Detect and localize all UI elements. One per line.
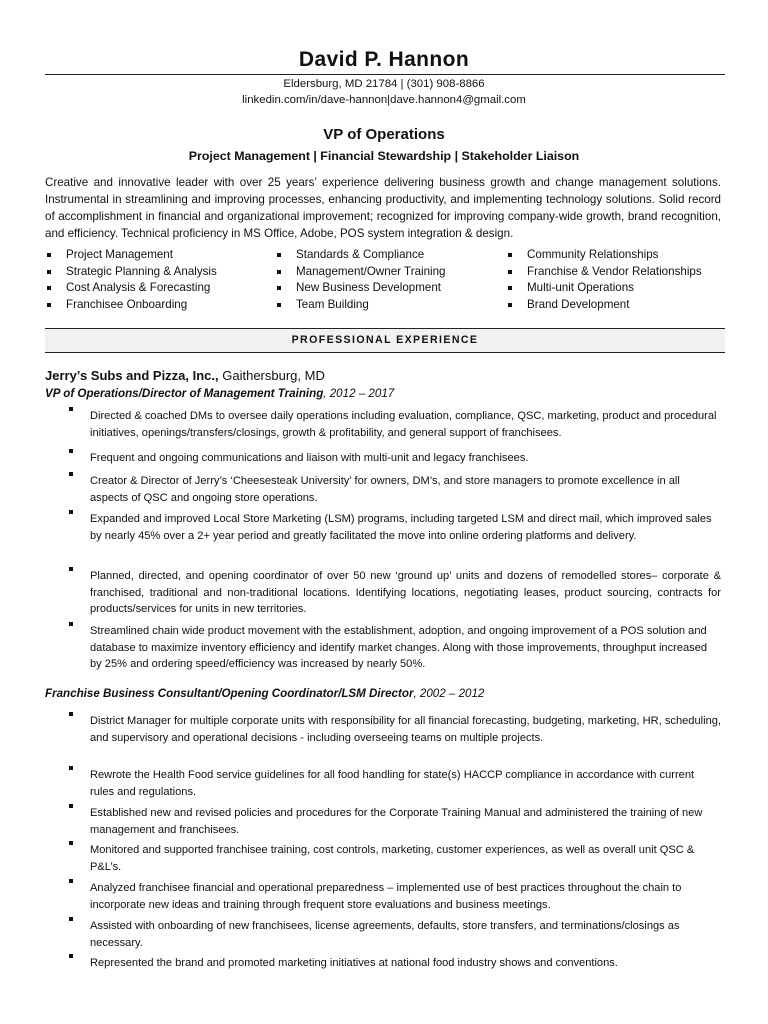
bullet-item <box>90 473 721 506</box>
linkedin-link[interactable]: linkedin.com/in/dave-hannon <box>242 94 388 106</box>
skills-column-2 <box>275 247 446 313</box>
bullet-text: Established new and revised policies and procedures for the Corporate Training Manual and administered the training of new management and franchisees. <box>90 807 703 836</box>
bullet-item <box>90 408 721 441</box>
company-location: Gaithersburg, MD <box>218 368 325 383</box>
bullet-text: Monitored and supported franchisee training, cost controls, marketing, customer experiences, as well as overall unit QSC & P&L’s. <box>90 844 695 873</box>
skill-label: Franchisee Onboarding <box>66 297 188 311</box>
bullet-icon <box>69 407 73 411</box>
bullet-text: District Manager for multiple corporate units with responsibility for all financial forecasting, budgeting, marketing, HR, scheduling, and supervisory and operational decisions - including overseeing teams on multiple projects. <box>90 715 721 744</box>
header-divider <box>45 74 725 75</box>
skill-item <box>275 247 446 264</box>
bullet-icon <box>69 879 73 883</box>
bullet-text: Rewrote the Health Food service guidelines for all food handling for state(s) HACCP compliance in accordance with current rules and regulations. <box>90 769 695 798</box>
skills-column-1 <box>45 247 217 313</box>
position-name: VP of Operations/Director of Management Training <box>45 387 324 400</box>
skill-item <box>45 264 217 281</box>
summary-paragraph: Creative and innovative leader with over 25 years’ experience delivering business growth and change management solutions. Instrumental in streamlining and improving processes, enhancing productivity, and implementing technology solutions. Solid record of accomplishment in financial and organizational improvement; recognized for improving company-wide growth, brand recognition, and efficiency. Technical proficiency in MS Office, Adobe, POS system integration & design. <box>45 176 721 240</box>
bullet-icon <box>69 917 73 921</box>
skill-label: Community Relationships <box>527 248 659 261</box>
bullet-text: Assisted with onboarding of new franchisees, license agreements, defaults, store transfers, and terminations/closings as necessary. <box>90 920 680 949</box>
skill-item <box>45 280 217 297</box>
bullet-icon <box>277 253 281 257</box>
bullet-icon <box>69 472 73 476</box>
bullet-item <box>90 713 721 746</box>
bullet-item <box>90 623 721 673</box>
bullet-icon <box>508 253 512 257</box>
skill-label: New Business Development <box>296 281 441 295</box>
bullet-item <box>90 767 721 800</box>
contact-links <box>0 94 768 106</box>
bullet-icon <box>69 841 73 845</box>
skills-column-3 <box>506 247 702 313</box>
skill-item <box>506 247 702 264</box>
bullet-icon <box>508 286 512 290</box>
bullet-text: Represented the brand and promoted marketing initiatives at national food industry shows and conventions. <box>90 957 618 969</box>
contact-separator: | <box>387 94 391 106</box>
skill-label: Brand Development <box>527 297 630 311</box>
bullet-item <box>90 568 721 618</box>
skill-item <box>275 297 446 314</box>
bullet-icon <box>277 303 281 307</box>
skill-item <box>506 280 702 297</box>
bullet-icon <box>69 567 73 571</box>
bullet-icon <box>47 270 51 274</box>
bullet-item <box>90 805 721 838</box>
bullet-icon <box>69 449 73 453</box>
section-heading-band <box>45 328 725 353</box>
bullet-icon <box>508 303 512 307</box>
bullet-text: Streamlined chain wide product movement with the establishment, adoption, and ongoing improvement of a POS solution and database to maximize inventory efficiency and identify market changes. Along with those improvements, throughput increased by 25% and ordering speed/efficiency was increased by nearly 50%. <box>90 625 708 671</box>
contact-address-phone: Eldersburg, MD 21784 | (301) 908-8866 <box>283 78 485 90</box>
position-dates: , 2002 – 2012 <box>413 687 485 700</box>
headline-subtitle: Project Management | Financial Stewardship | Stakeholder Liaison <box>188 149 580 163</box>
bullet-icon <box>508 270 512 274</box>
skill-item <box>45 247 217 264</box>
bullet-text: Creator & Director of Jerry’s ‘Cheesesteak University’ for owners, DM’s, and store managers to promote excellence in all aspects of QSC and ongoing store operations. <box>90 475 680 504</box>
bullet-item <box>90 450 721 467</box>
skill-label: Team Building <box>296 297 369 311</box>
bullet-text: Frequent and ongoing communications and liaison with multi-unit and legacy franchisees. <box>90 452 529 464</box>
bullet-icon <box>69 712 73 716</box>
skill-label: Management/Owner Training <box>296 264 446 278</box>
skill-item <box>506 264 702 281</box>
company-name: Jerry’s Subs and Pizza, Inc., <box>45 368 219 383</box>
bullet-icon <box>69 622 73 626</box>
resume-name: David P. Hannon <box>298 48 470 71</box>
position-title-1 <box>45 387 394 400</box>
bullet-icon <box>69 766 73 770</box>
skill-item <box>275 264 446 281</box>
bullet-text: Expanded and improved Local Store Marketing (LSM) programs, including targeted LSM and direct mail, which improved sales by nearly 45% over a 2+ year period and greatly facilitated the move into online ordering platforms and delivery. <box>90 513 712 542</box>
bullet-item <box>90 511 721 544</box>
bullet-icon <box>47 303 51 307</box>
bullet-text: Analyzed franchisee financial and operational preparedness – implemented use of best practices throughout the chain to incorporate new ideas and training through frequent store evaluations and business meetings. <box>90 882 682 911</box>
bullet-icon <box>277 270 281 274</box>
bullet-icon <box>69 954 73 958</box>
bullet-item <box>90 842 721 875</box>
position-title-2 <box>45 687 484 700</box>
skill-label: Standards & Compliance <box>296 248 425 261</box>
bullet-item <box>90 880 721 913</box>
skill-label: Multi-unit Operations <box>527 281 634 295</box>
bullet-item <box>90 955 721 972</box>
email-link[interactable]: dave.hannon4@gmail.com <box>390 94 526 106</box>
bullet-icon <box>47 253 51 257</box>
skill-label: Strategic Planning & Analysis <box>66 264 217 278</box>
skill-label: Project Management <box>66 248 173 261</box>
bullet-icon <box>69 804 73 808</box>
headline-role: VP of Operations <box>323 126 445 143</box>
bullet-item <box>90 918 721 951</box>
section-heading: PROFESSIONAL EXPERIENCE <box>291 334 479 346</box>
bullet-icon <box>69 510 73 514</box>
skill-item <box>45 297 217 314</box>
position-dates: , 2012 – 2017 <box>323 387 395 400</box>
bullet-text: Directed & coached DMs to oversee daily operations including evaluation, compliance, QSC, marketing, product and procedural initiatives, openings/transfers/closings, growth & profitability, and general support of franchisees. <box>90 410 717 439</box>
bullet-text: Planned, directed, and opening coordinator of over 50 new ‘ground up’ units and dozens of remodelled stores– corporate & franchised, traditional and non-traditional locations. Identifying locations, negotiating leases, product sourcing, contracts for products/services for units in new territories. <box>90 570 721 616</box>
company-line <box>45 368 325 383</box>
bullet-icon <box>47 286 51 290</box>
skill-label: Franchise & Vendor Relationships <box>527 264 702 278</box>
skill-label: Cost Analysis & Forecasting <box>66 281 211 295</box>
skill-item <box>506 297 702 314</box>
bullet-icon <box>277 286 281 290</box>
position-name: Franchise Business Consultant/Opening Coordinator/LSM Director <box>45 687 414 700</box>
skill-item <box>275 280 446 297</box>
